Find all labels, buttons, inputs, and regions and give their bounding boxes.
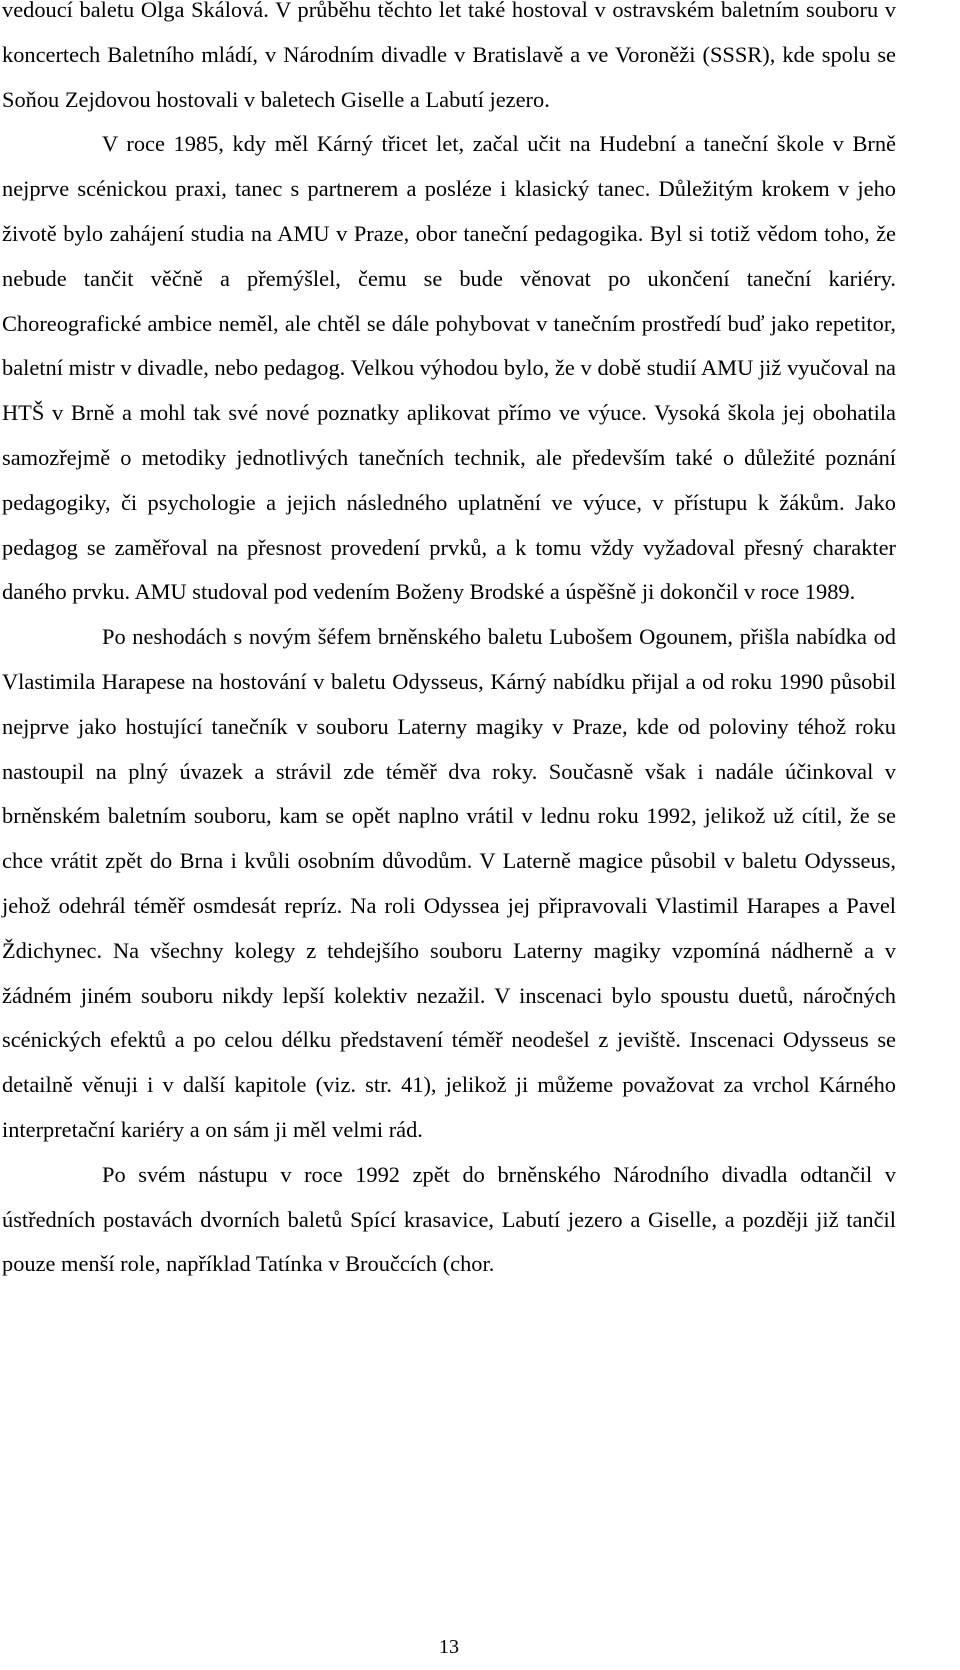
paragraph-teaching-and-amu: V roce 1985, kdy měl Kárný třicet let, začal učit na Hudební a taneční škole v Brně nejprve scénickou praxi, tanec s partnerem a posléze i klasický tanec. Důležitým krokem v jeho životě bylo zahájení studia na AMU v Praze, obor taneční pedagogika. Byl si totiž vědom toho, že nebude tančit věčně a přemýšlel, čemu se bude věnovat po ukončení taneční kariéry. Choreografické ambice neměl, ale chtěl se dále pohybovat v tanečním prostředí buď jako repetitor, baletní mistr v divadle, nebo pedagog. Velkou výhodou bylo, že v době studií AMU již vyučoval na HTŠ v Brně a mohl tak své nové poznatky aplikovat přímo ve výuce. Vysoká škola jej obohatila samozřejmě o metodiky jednotlivých tanečních technik, ale především také o důležité poznání pedagogiky, či psychologie a jejich následného uplatnění ve výuce, v přístupu k žákům. Jako pedagog se zaměřoval na přesnost provedení prvků, a k tomu vždy vyžadoval přesný charakter daného prvku. AMU studoval pod vedením Boženy Brodské a úspěšně ji dokončil v roce 1989. [2,131,896,605]
page-number: 13 [439,1636,459,1658]
paragraph-continuation: vedoucí baletu Olga Skálová. V průběhu těchto let také hostoval v ostravském baletním souboru v koncertech Baletního mládí, v Národním divadle v Bratislavě a ve Voroněži (SSSR), kde spolu se Soňou Zejdovou hostovali v baletech Giselle a Labutí jezero. [2,0,896,112]
paragraph-laterna-magika: Po neshodách s novým šéfem brněnského baletu Lubošem Ogounem, přišla nabídka od Vlastimila Harapese na hostování v baletu Odysseus, Kárný nabídku přijal a od roku 1990 působil nejprve jako hostující tanečník v souboru Laterny magiky v Praze, kde od poloviny téhož roku nastoupil na plný úvazek a strávil zde téměř dva roky. Současně však i nadále účinkoval v brněnském baletním souboru, kam se opět naplno vrátil v lednu roku 1992, jelikož už cítil, že se chce vrátit zpět do Brna i kvůli osobním důvodům. V Laterně magice působil v baletu Odysseus, jehož odehrál téměř osmdesát repríz. Na roli Odyssea jej připravovali Vlastimil Harapes a Pavel Ždichynec. Na všechny kolegy z tehdejšího souboru Laterny magiky vzpomíná nádherně a v žádném jiném souboru nikdy lepší kolektiv nezažil. V inscenaci bylo spoustu duetů, náročných scénických efektů a po celou délku představení téměř neodešel z jeviště. Inscenaci Odysseus se detailně věnuji i v další kapitole (viz. str. 41), jelikož ji můžeme považovat za vrchol Kárného interpretační kariéry a on sám ji měl velmi rád. [2,624,896,1142]
paragraph-return-to-brno: Po svém nástupu v roce 1992 zpět do brněnského Národního divadla odtančil v ústředních postavách dvorních baletů Spící krasavice, Labutí jezero a Giselle, a později již tančil pouze menší role, například Tatínka v Broučcích (chor. [2,1161,896,1277]
body-text [2,0,896,1287]
